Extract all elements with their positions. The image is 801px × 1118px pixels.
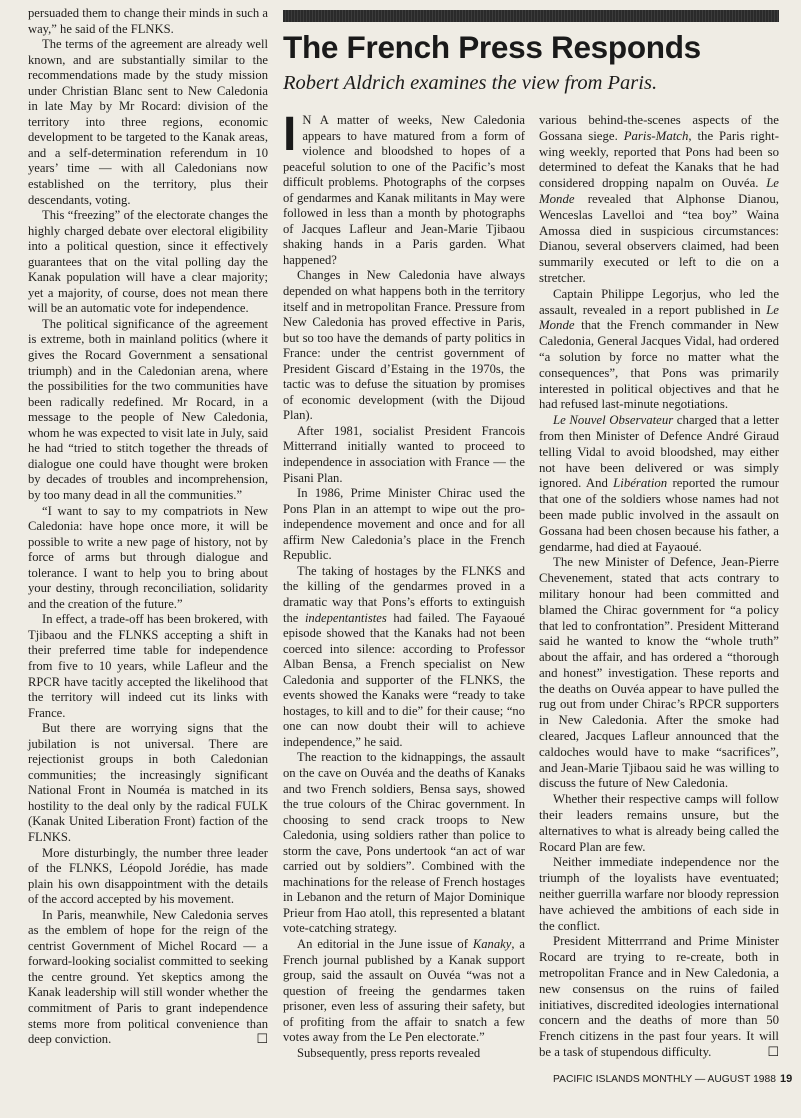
italic-publication: Le Monde xyxy=(539,302,779,333)
article-standfirst: Robert Aldrich examines the view from Paris. xyxy=(283,72,658,94)
body-paragraph xyxy=(283,937,525,1046)
body-paragraph: Whether their respective camps will follow their leaders remains unsure, but the alternatives to what is already being called the Rocard Plan are few. xyxy=(539,792,779,854)
lead-paragraph xyxy=(283,108,525,268)
page-footer xyxy=(553,1072,793,1087)
body-paragraph xyxy=(283,564,525,751)
body-paragraph: More disturbingly, the number three leader of the FLNKS, Léopold Jorédie, has made plain his own disappointment with the details of the accord accepted by his movement. xyxy=(28,845,268,907)
italic-publication: Libération xyxy=(613,476,668,491)
text-run: The taking of hostages by the FLNKS and the killing of the gendarmes proved in a dramatic way that Pons’s efforts to extinguish the xyxy=(283,563,525,625)
italic-publication: Le Nouvel Observateur xyxy=(553,413,674,428)
page-number: 19 xyxy=(779,1073,793,1085)
text-run: reported the rumour that one of the soldiers whose names had not been made public involved in the assault on Gossana had been chosen because his father, a gendarme, had died at Fayaoué. xyxy=(539,476,779,554)
drop-cap: I xyxy=(283,108,297,161)
body-paragraph: “I want to say to my compatriots in New Caledonia: have hope once more, it will be possible to write a new page of history, not by force of arms but through dialogue and tolerance. I want to help you to bring about your destiny, through reconciliation, solidarity and the creation of the future.” xyxy=(28,503,268,611)
body-paragraph: The reaction to the kidnappings, the assault on the cave on Ouvéa and the deaths of Kanaks and two French soldiers, Bensa says, showed the true colours of the Chirac government. In choosing to send crack troops to New Caledonia, using soldiers rather than police to storm the cave, Pons undertook “an act of war carried out by soldiers”. Combined with the machinations for the release of French hostages in Lebanon and the return of Major Dominique Prieur from Hao atoll, this represented a blatant vote-catching strategy. xyxy=(283,750,525,936)
body-paragraph: In effect, a trade-off has been brokered, with Tjibaou and the FLNKS accepting a shift in their preferred time table for independence from five to 10 years, while Lafleur and the RPCR have tacitly accepted the likelihood that the territory will indeed cut its links with France. xyxy=(28,612,268,720)
body-paragraph xyxy=(539,287,779,413)
paragraph-text: In Paris, meanwhile, New Caledonia serves as the emblem of hope for the reign of the centrist Government of Michel Rocard — a forward-looking socialist committed to seeking the centre ground. Yet skeptics among the Kanak leadership will still wonder whether the commitment of Paris to grant independence stems more from political convenience than deep conviction. xyxy=(28,907,268,1047)
header-rule xyxy=(283,10,779,22)
text-run: charged that a letter from then Minister of Defence André Giraud telling Vidal to avoid bloodshed, may either not have been delivered or was simply ignored. And xyxy=(539,413,779,491)
text-run: revealed that Alphonse Dianou, Wenceslas Lavelloi and “tea boy” Waina Amossa died in suspicious circumstances: Dianou, several observers claimed, had been summarily executed or left to die on a stretcher. xyxy=(539,191,779,285)
body-paragraph: persuaded them to change their minds in such a way,” he said of the FLNKS. xyxy=(28,6,268,36)
body-paragraph xyxy=(28,908,268,1048)
body-paragraph: In 1986, Prime Minister Chirac used the Pons Plan in an attempt to wipe out the pro-independence movement and once and for all affirm New Caledonia’s place in the French Republic. xyxy=(283,486,525,563)
body-paragraph xyxy=(539,413,779,555)
lead-text: N A matter of weeks, New Caledonia appears to have matured from a form of violence and bloodshed to hopes of a peaceful solution to one of the Pacific’s most difficult problems. Photographs of the corpses of gendarmes and Kanak militants in May were followed in less than a month by photographs of Jacques Lafleur and Jean-Marie Tjibaou shaking hands in a Paris garden. What happened? xyxy=(283,113,525,267)
italic-journal-title: Kanaky xyxy=(472,936,512,951)
body-paragraph: Changes in New Caledonia have always depended on what happens both in the territory itself and in metropolitan France. Pressure from New Caledonia has proved effective in Paris, but so too have the demands of party politics in France: under the centrist government of President Giscard d’Estaing in the 1970s, the tactic was to defuse the situation by promises of economic development (with the Dijoud Plan). xyxy=(283,268,525,423)
italic-publication: Le Monde xyxy=(539,176,779,206)
end-mark-icon: ☐ xyxy=(767,1045,779,1061)
text-run: Captain Philippe Legorjus, who led the assault, revealed in a report published in xyxy=(539,286,779,317)
main-article-column-1 xyxy=(283,108,525,1061)
body-paragraph: But there are worrying signs that the jubilation is not universal. There are rejectionist groups in both Caledonian communities; the increasingly significant National Front in Nouméa is matched in its hostility to the deal only by the radical FULK (Kanak United Liberation Front) faction of the FLNKS. xyxy=(28,721,268,844)
body-paragraph xyxy=(539,113,779,287)
footer-magazine: PACIFIC ISLANDS MONTHLY — AUGUST 1988 xyxy=(553,1074,776,1085)
body-paragraph: The political significance of the agreement is extreme, both in mainland politics (where it gives the Rocard Government a sensational triumph) and in the Caledonian arena, where the possibilities for the two communities have been radically redefined. Mr Rocard, in a message to the people of New Caledonia, whom he was expected to visit late in July, said he had “tried to stitch together the threads of dialogue one could have thought were broken by decades of troubles and incomprehension, by too many dead in all the communities.” xyxy=(28,316,268,502)
text-run: various behind-the-scenes aspects of the Gossana siege. xyxy=(539,113,779,143)
body-paragraph xyxy=(539,934,779,1060)
text-run: An editorial in the June issue of xyxy=(297,936,473,951)
text-run: , the Paris right-wing weekly, reported that Pons had been so determined to defeat the Kanaks that he had considered dropping napalm on Ouvéa. xyxy=(539,128,779,191)
left-article-column xyxy=(28,6,268,1048)
italic-term: indepentantistes xyxy=(304,610,387,625)
text-run: had failed. The Fayaoué episode showed that the Kanaks had not been coerced into silence: according to Professor Alban Bensa, a French specialist on New Caledonia and supporter of the FLNKS, the events showed the Kanaks were “ready to take hostages, to kill and to die” for their cause; “no one can now doubt their will to achieve independence,” he said. xyxy=(283,610,525,749)
body-paragraph: After 1981, socialist President Francois Mitterrand initially wanted to proceed to independence in association with France — the Pisani Plan. xyxy=(283,423,525,485)
paragraph-text: President Mitterrrand and Prime Minister Rocard are trying to re-create, both in metropolitan France and in New Caledonia, a new consensus on the ruins of failed initiatives, discredited ideologies international concern and the deaths of more than 50 French citizens in the past four years. It will be a task of stupendous difficulty. xyxy=(539,934,779,1060)
italic-publication: Paris-Match xyxy=(623,128,689,143)
body-paragraph: Neither immediate independence nor the triumph of the loyalists have eventuated; neither guerrilla warfare nor bloody repression have achieved the ambitions of each side in the conflict. xyxy=(539,855,779,933)
end-mark-icon: ☐ xyxy=(256,1032,268,1048)
body-paragraph: Subsequently, press reports revealed xyxy=(297,1045,481,1060)
text-run: , a French journal published by a Kanak support group, said the assault on Ouvéa “was not a question of freeing the gendarmes taken prisoner, even less of assuring their safety, but of profiting from the affair to snatch a few votes away from the Le Pen electorate.” xyxy=(283,936,525,1045)
article-headline: The French Press Responds xyxy=(283,29,701,65)
text-run: that the French commander in New Caledonia, General Jacques Vidal, had ordered “a solution by force no matter what the consequences”, that Pons was primarily interested in political objectives and that he had refused last-minute negotiations. xyxy=(539,318,779,412)
main-article-column-2 xyxy=(539,113,779,1061)
body-paragraph: This “freezing” of the electorate changes the highly charged debate over electoral eligibility into a political question, since it effectively guarantees that on the vital polling day the Kanak population will have a clear majority; yet a majority, of course, does not mean there will be an automatic vote for independence. xyxy=(28,208,268,316)
body-paragraph: The terms of the agreement are already well known, and are substantially similar to the recommendations made by the study mission under Christian Blanc sent to New Caledonia in late May by Mr Rocard: division of the territory into three regions, economic development to be targeted to the Kanak areas, and a self-determination referendum in 10 years’ time — with all Caledonians now established on the territory, plus their descendants, voting. xyxy=(28,37,268,207)
body-paragraph: The new Minister of Defence, Jean-Pierre Chevenement, stated that acts contrary to military honour had been committed and blamed the Chirac government for “a policy that led to confrontation”. President Mitterand said he wanted to know the “whole truth” about the affair, and has ordered a “thorough and honest” investigation. These reports and the deaths on Ouvéa appear to have pulled the rug out from under Chirac’s RPCR supporters in New Caledonia. After the smoke had cleared, Jacques Lafleur announced that the caldoches would have to make “sacrifices”, and Jean-Marie Tjibaou said he was willing to discuss the future of New Caledonia. xyxy=(539,555,779,791)
